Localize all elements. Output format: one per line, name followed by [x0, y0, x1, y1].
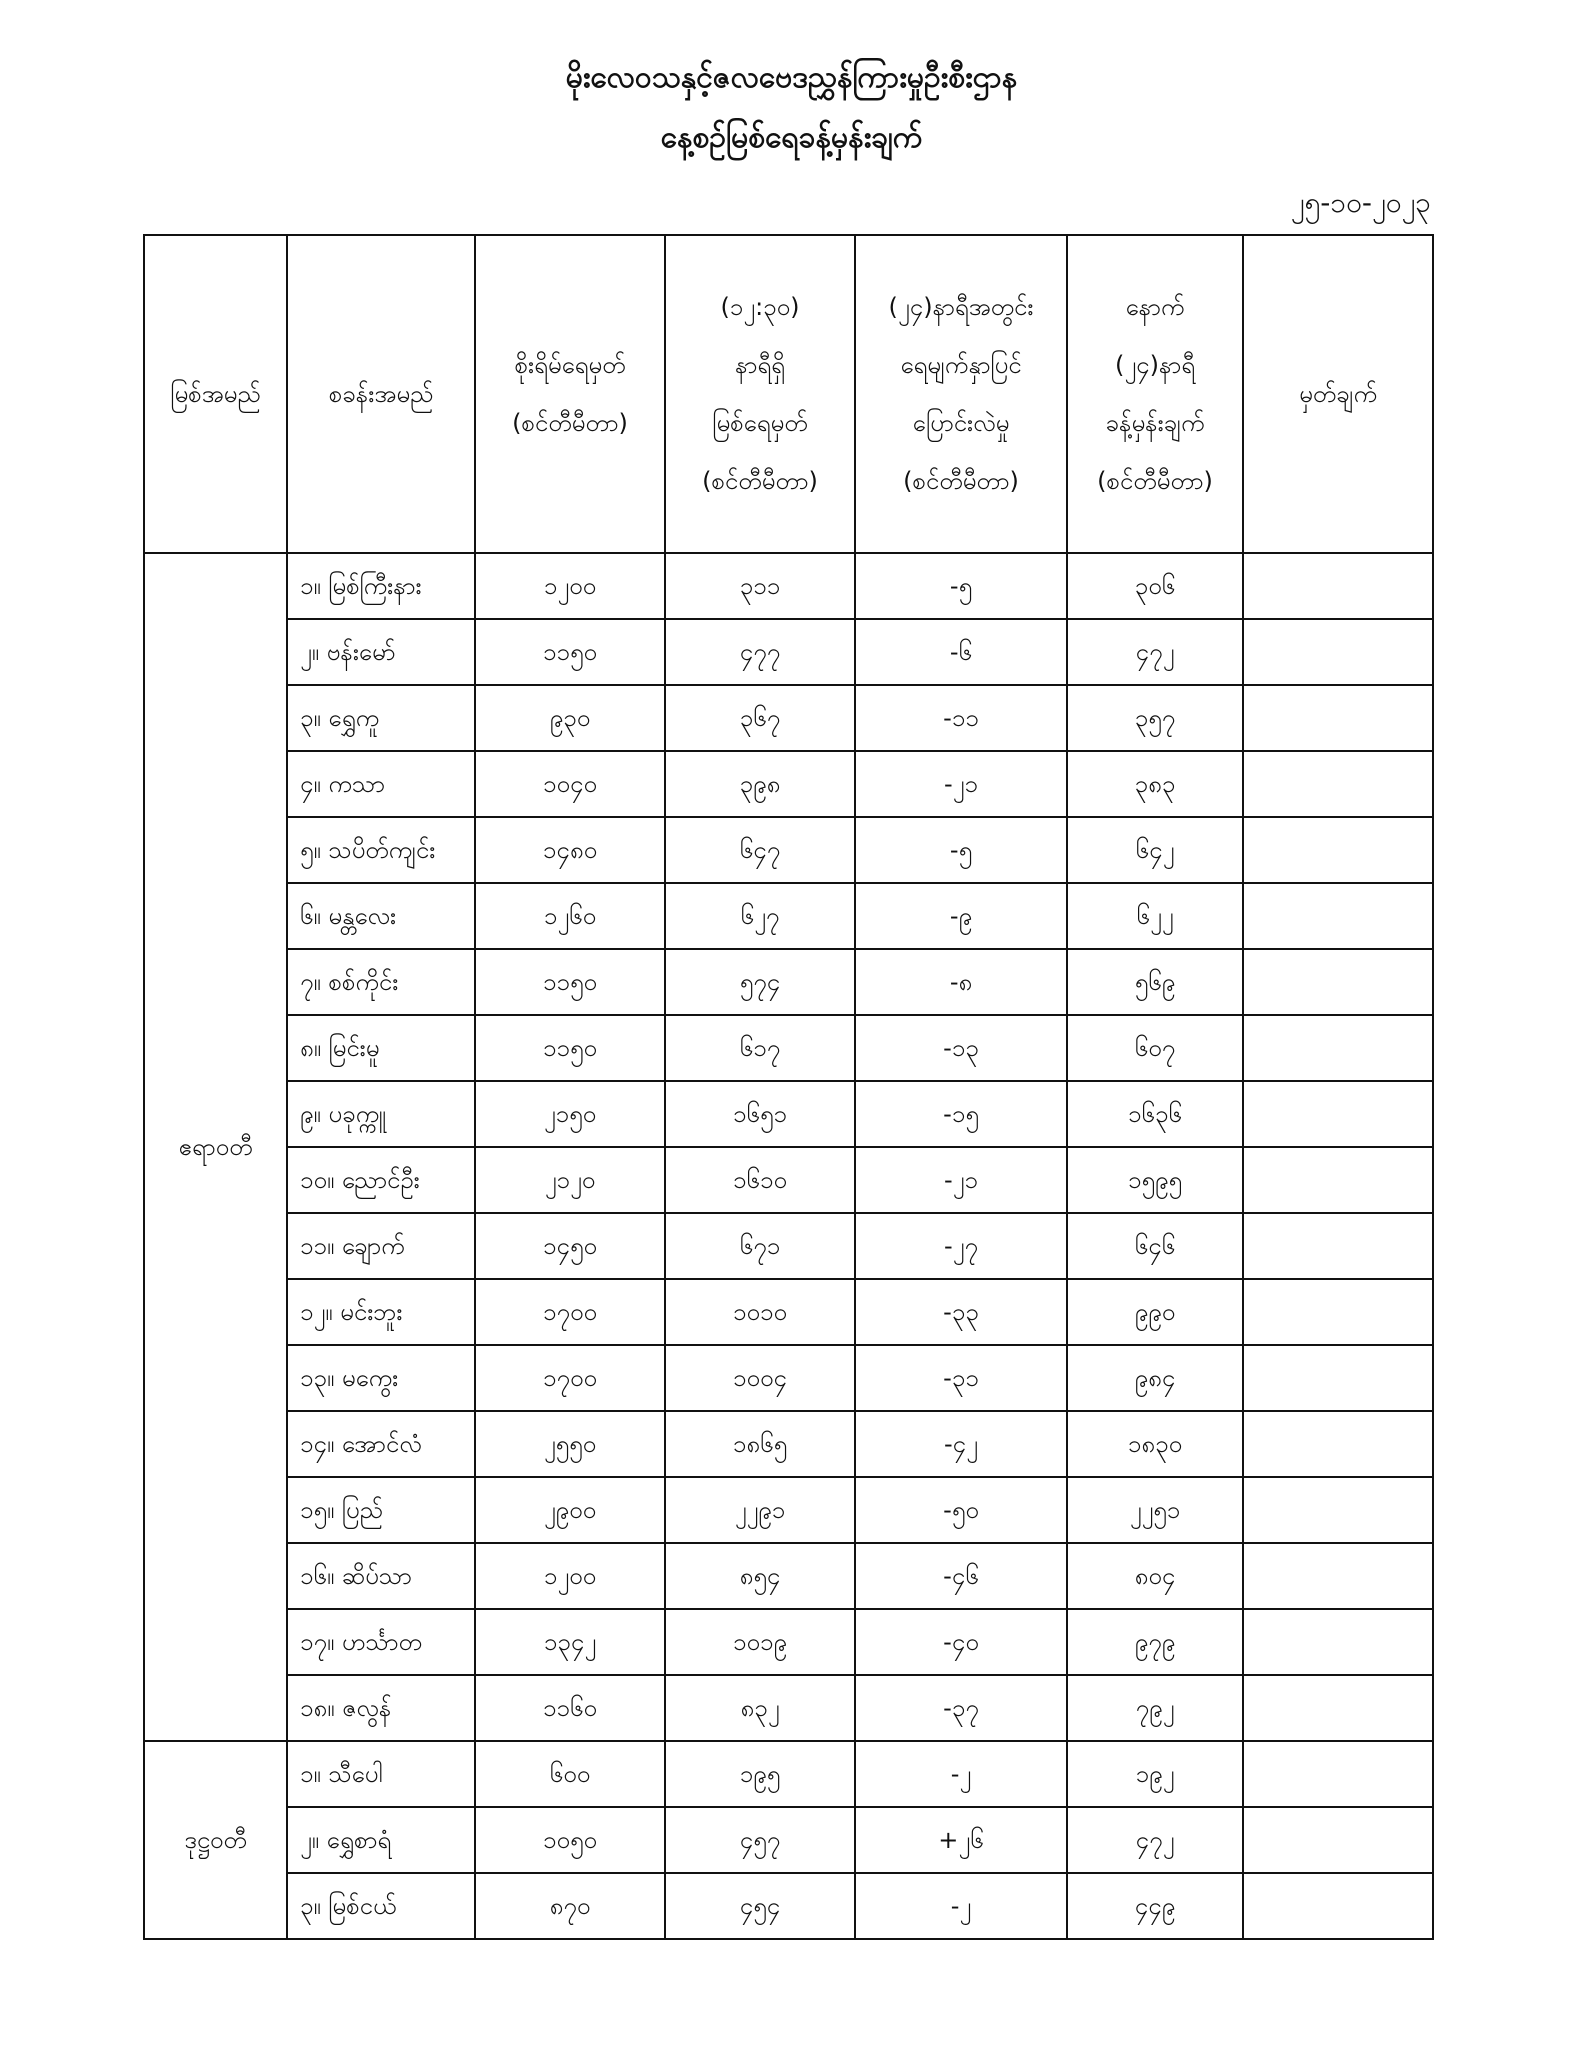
remarks-cell	[1243, 1147, 1433, 1213]
river-name: ဧရာဝတီ	[144, 553, 287, 1741]
table-row	[144, 883, 1433, 949]
forecast-level: ၄၇၂	[1067, 619, 1243, 685]
forecast-level: ၆၄၆	[1067, 1213, 1243, 1279]
forecast-level: ၈၀၄	[1067, 1543, 1243, 1609]
level-change: -၂၁	[855, 751, 1067, 817]
level-change: -၄၆	[855, 1543, 1067, 1609]
level-change: -၁၅	[855, 1081, 1067, 1147]
header-line: နာရီရှိ	[735, 351, 785, 379]
table-row	[144, 1477, 1433, 1543]
danger-level: ၁၁၅၀	[475, 949, 665, 1015]
table-row	[144, 1675, 1433, 1741]
station-name: ၁၃။ မကွေး	[287, 1345, 475, 1411]
danger-level: ၁၁၆၀	[475, 1675, 665, 1741]
header-line: မှတ်ချက်	[1299, 380, 1377, 408]
table-row	[144, 949, 1433, 1015]
table-row	[144, 1015, 1433, 1081]
remarks-cell	[1243, 1543, 1433, 1609]
current-level: ၆၁၇	[665, 1015, 855, 1081]
danger-level: ၁၄၈၀	[475, 817, 665, 883]
table-row	[144, 1741, 1433, 1807]
level-change: -၅	[855, 553, 1067, 619]
header-line: (စင်တီမီတာ)	[512, 409, 628, 437]
header-24h-change	[855, 235, 1067, 553]
table-row	[144, 1279, 1433, 1345]
danger-level: ၁၄၅၀	[475, 1213, 665, 1279]
station-name: ၆။ မန္တလေး	[287, 883, 475, 949]
danger-level: ၂၁၅၀	[475, 1081, 665, 1147]
current-level: ၆၂၇	[665, 883, 855, 949]
header-line: ခန့်မှန်းချက်	[1105, 409, 1205, 437]
header-line: (စင်တီမီတာ)	[1097, 467, 1213, 495]
header-line: မြစ်ရေမှတ်	[712, 409, 808, 437]
level-change: -၄၀	[855, 1609, 1067, 1675]
header-line: ရေမျက်နှာပြင်	[900, 351, 1022, 379]
level-change: -၂၇	[855, 1213, 1067, 1279]
level-change: -၅၀	[855, 1477, 1067, 1543]
header-line: နောက်	[1125, 293, 1185, 321]
table-row	[144, 619, 1433, 685]
table-row	[144, 1213, 1433, 1279]
station-name: ၉။ ပခုက္ကူ	[287, 1081, 475, 1147]
level-change: -၂	[855, 1873, 1067, 1939]
table-row	[144, 1411, 1433, 1477]
danger-level: ၁၀၅၀	[475, 1807, 665, 1873]
remarks-cell	[1243, 685, 1433, 751]
table-row	[144, 817, 1433, 883]
station-name: ၁၈။ ဇလွန်	[287, 1675, 475, 1741]
current-level: ၁၆၁၀	[665, 1147, 855, 1213]
table-row	[144, 751, 1433, 817]
current-level: ၂၂၉၁	[665, 1477, 855, 1543]
remarks-cell	[1243, 1279, 1433, 1345]
danger-level: ၁၂၆၀	[475, 883, 665, 949]
current-level: ၆၄၇	[665, 817, 855, 883]
forecast-level: ၃၅၇	[1067, 685, 1243, 751]
table-row	[144, 1147, 1433, 1213]
current-level: ၆၇၁	[665, 1213, 855, 1279]
header-current-level	[665, 235, 855, 553]
level-change: -၂	[855, 1741, 1067, 1807]
station-name: ၁၂။ မင်းဘူး	[287, 1279, 475, 1345]
remarks-cell	[1243, 553, 1433, 619]
header-line: ပြောင်းလဲမှု	[912, 409, 1010, 437]
remarks-cell	[1243, 1345, 1433, 1411]
station-name: ၂။ ဗန်းမော်	[287, 619, 475, 685]
report-date: ၂၅-၁၀-၂၀၂၃	[1290, 186, 1431, 219]
document-title: မိုးလေဝသနှင့်ဇလဗေဒညွှန်ကြားမှုဦးစီးဌာန	[565, 60, 1018, 95]
table-row	[144, 1609, 1433, 1675]
danger-level: ၂၁၂၀	[475, 1147, 665, 1213]
level-change: -၂၁	[855, 1147, 1067, 1213]
remarks-cell	[1243, 1411, 1433, 1477]
forecast-level: ၅၆၉	[1067, 949, 1243, 1015]
forecast-level: ၁၈၃၀	[1067, 1411, 1243, 1477]
header-line: (စင်တီမီတာ)	[903, 467, 1019, 495]
table-body	[144, 553, 1433, 1939]
level-change: +၂၆	[855, 1807, 1067, 1873]
forecast-level: ၄၇၂	[1067, 1807, 1243, 1873]
remarks-cell	[1243, 1213, 1433, 1279]
current-level: ၁၀၁၉	[665, 1609, 855, 1675]
forecast-level: ၆၂၂	[1067, 883, 1243, 949]
station-name: ၄။ ကသာ	[287, 751, 475, 817]
current-level: ၁၈၆၅	[665, 1411, 855, 1477]
current-level: ၄၅၄	[665, 1873, 855, 1939]
level-change: -၆	[855, 619, 1067, 685]
table-row	[144, 1345, 1433, 1411]
header-line: (၂၄)နာရီအတွင်း	[888, 293, 1034, 321]
danger-level: ၁၂၀၀	[475, 1543, 665, 1609]
level-change: -၃၃	[855, 1279, 1067, 1345]
current-level: ၁၀၁၀	[665, 1279, 855, 1345]
forecast-level: ၁၉၂	[1067, 1741, 1243, 1807]
header-line: (၂၄)နာရီ	[1114, 351, 1196, 379]
station-name: ၅။ သပိတ်ကျင်း	[287, 817, 475, 883]
header-station	[287, 235, 475, 553]
danger-level: ၁၃၄၂	[475, 1609, 665, 1675]
forecast-level: ၉၇၉	[1067, 1609, 1243, 1675]
forecast-level: ၆၀၇	[1067, 1015, 1243, 1081]
level-change: -၃၇	[855, 1675, 1067, 1741]
current-level: ၁၉၅	[665, 1741, 855, 1807]
current-level: ၃၁၁	[665, 553, 855, 619]
level-change: -၃၁	[855, 1345, 1067, 1411]
station-name: ၂။ ရွှေစာရံ	[287, 1807, 475, 1873]
danger-level: ၁၁၅၀	[475, 619, 665, 685]
level-change: -၄၂	[855, 1411, 1067, 1477]
header-river	[144, 235, 287, 553]
level-change: -၁၁	[855, 685, 1067, 751]
station-name: ၃။ မြစ်ငယ်	[287, 1873, 475, 1939]
header-line: စိုးရိမ်ရေမှတ်	[514, 351, 626, 379]
level-change: -၁၃	[855, 1015, 1067, 1081]
header-line: (၁၂:၃၀)	[720, 293, 800, 321]
remarks-cell	[1243, 1675, 1433, 1741]
station-name: ၁၅။ ပြည်	[287, 1477, 475, 1543]
remarks-cell	[1243, 883, 1433, 949]
river-forecast-table	[143, 234, 1434, 1940]
station-name: ၁၁။ ချောက်	[287, 1213, 475, 1279]
document-subtitle: နေ့စဉ်မြစ်ရေခန့်မှန်းချက်	[660, 120, 923, 155]
station-name: ၇။ စစ်ကိုင်း	[287, 949, 475, 1015]
danger-level: ၁၂၀၀	[475, 553, 665, 619]
current-level: ၈၅၄	[665, 1543, 855, 1609]
remarks-cell	[1243, 1081, 1433, 1147]
remarks-cell	[1243, 619, 1433, 685]
forecast-level: ၃၀၆	[1067, 553, 1243, 619]
level-change: -၉	[855, 883, 1067, 949]
header-row	[144, 235, 1433, 553]
header-24h-forecast	[1067, 235, 1243, 553]
current-level: ၅၇၄	[665, 949, 855, 1015]
danger-level: ၁၇၀၀	[475, 1345, 665, 1411]
forecast-level: ၄၄၉	[1067, 1873, 1243, 1939]
danger-level: ၆၀၀	[475, 1741, 665, 1807]
station-name: ၁။ မြစ်ကြီးနား	[287, 553, 475, 619]
danger-level: ၁၀၄၀	[475, 751, 665, 817]
remarks-cell	[1243, 1015, 1433, 1081]
station-name: ၁၇။ ဟင်္သာတ	[287, 1609, 475, 1675]
current-level: ၃၆၇	[665, 685, 855, 751]
current-level: ၁၀၀၄	[665, 1345, 855, 1411]
station-name: ၁။ သီပေါ	[287, 1741, 475, 1807]
remarks-cell	[1243, 1609, 1433, 1675]
table-row	[144, 1081, 1433, 1147]
remarks-cell	[1243, 1807, 1433, 1873]
remarks-cell	[1243, 817, 1433, 883]
remarks-cell	[1243, 751, 1433, 817]
station-name: ၃။ ရွှေကူ	[287, 685, 475, 751]
danger-level: ၁၁၅၀	[475, 1015, 665, 1081]
remarks-cell	[1243, 1873, 1433, 1939]
header-remarks	[1243, 235, 1433, 553]
table-row	[144, 1873, 1433, 1939]
forecast-level: ၃၈၃	[1067, 751, 1243, 817]
forecast-level: ၂၂၅၁	[1067, 1477, 1243, 1543]
forecast-level: ၁၆၃၆	[1067, 1081, 1243, 1147]
remarks-cell	[1243, 1741, 1433, 1807]
danger-level: ၂၅၅၀	[475, 1411, 665, 1477]
remarks-cell	[1243, 949, 1433, 1015]
current-level: ၁၆၅၁	[665, 1081, 855, 1147]
header-line: မြစ်အမည်	[170, 380, 261, 408]
forecast-level: ၉၉၀	[1067, 1279, 1243, 1345]
level-change: -၈	[855, 949, 1067, 1015]
forecast-level: ၉၈၄	[1067, 1345, 1243, 1411]
header-danger-level	[475, 235, 665, 553]
current-level: ၃၉၈	[665, 751, 855, 817]
danger-level: ၉၃၀	[475, 685, 665, 751]
header-line: စခန်းအမည်	[328, 380, 434, 408]
current-level: ၄၅၇	[665, 1807, 855, 1873]
station-name: ၁၄။ အောင်လံ	[287, 1411, 475, 1477]
forecast-level: ၆၄၂	[1067, 817, 1243, 883]
table-row	[144, 1543, 1433, 1609]
station-name: ၁၆။ ဆိပ်သာ	[287, 1543, 475, 1609]
current-level: ၄၇၇	[665, 619, 855, 685]
station-name: ၈။ မြင်းမူ	[287, 1015, 475, 1081]
header-line: (စင်တီမီတာ)	[702, 467, 818, 495]
river-name: ဒုဋ္ဌဝတီ	[144, 1741, 287, 1939]
level-change: -၅	[855, 817, 1067, 883]
station-name: ၁၀။ ညောင်ဦး	[287, 1147, 475, 1213]
danger-level: ၈၇၀	[475, 1873, 665, 1939]
forecast-level: ၇၉၂	[1067, 1675, 1243, 1741]
danger-level: ၁၇၀၀	[475, 1279, 665, 1345]
remarks-cell	[1243, 1477, 1433, 1543]
table-row	[144, 1807, 1433, 1873]
forecast-level: ၁၅၉၅	[1067, 1147, 1243, 1213]
table-row	[144, 685, 1433, 751]
current-level: ၈၃၂	[665, 1675, 855, 1741]
danger-level: ၂၉၀၀	[475, 1477, 665, 1543]
table-row	[144, 553, 1433, 619]
